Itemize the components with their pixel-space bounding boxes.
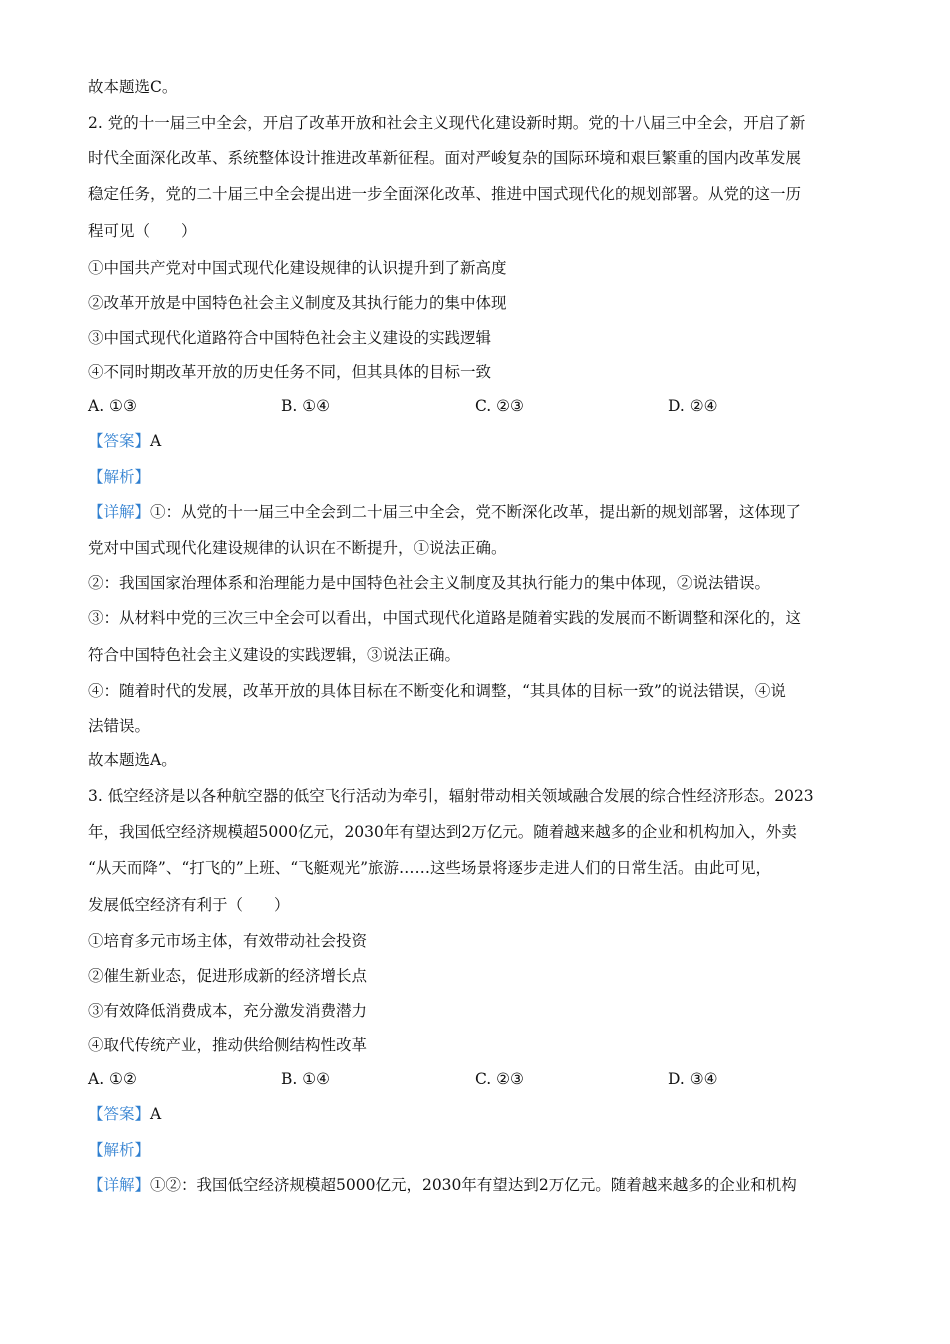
q3-item-2: ②催生新业态，促进形成新的经济增长点 [88, 967, 368, 985]
q2-conclusion: 故本题选A。 [88, 751, 177, 769]
q2-item-3: ③中国式现代化道路符合中国特色社会主义建设的实践逻辑 [88, 329, 492, 347]
q2-option-c: C. ②③ [475, 397, 524, 415]
q2-answer-line [88, 431, 868, 451]
q3-stem-line: 3. 低空经济是以各种航空器的低空飞行活动为牵引，辐射带动相关领域融合发展的综合性经济形态。2023 [88, 787, 814, 805]
detail-label: 【详解】 [88, 503, 151, 521]
q1-conclusion: 故本题选C。 [88, 78, 178, 96]
q2-item-1: ①中国共产党对中国式现代化建设规律的认识提升到了新高度 [88, 259, 507, 277]
q2-detail-line: 法错误。 [88, 717, 151, 735]
q3-option-a: A. ①② [88, 1070, 137, 1088]
q2-stem-line: 稳定任务，党的二十届三中全会提出进一步全面深化改革、推进中国式现代化的规划部署。从党的这一历 [88, 185, 802, 203]
q2-detail-line [88, 502, 868, 522]
q3-stem-line: “从天而降”、“打飞的”上班、“飞艇观光”旅游……这些场景将逐步走进人们的日常生活。由此可见， [88, 859, 772, 877]
detail-text: ①②：我国低空经济规模超5000亿元，2030年有望达到2万亿元。随着越来越多的企业和机构 [150, 1176, 797, 1194]
q2-stem-line: 程可见（ ） [88, 222, 197, 240]
q2-detail-line: ②：我国国家治理体系和治理能力是中国特色社会主义制度及其执行能力的集中体现，②说法错误。 [88, 574, 771, 592]
detail-label: 【详解】 [88, 1176, 151, 1194]
analysis-label: 【解析】 [88, 468, 151, 486]
answer-value: A [150, 1105, 162, 1123]
q3-stem-line: 发展低空经济有利于（ ） [88, 896, 290, 914]
q3-option-b: B. ①④ [281, 1070, 331, 1088]
analysis-label: 【解析】 [88, 1141, 151, 1159]
q3-item-1: ①培育多元市场主体，有效带动社会投资 [88, 932, 368, 950]
q3-stem-line: 年，我国低空经济规模超5000亿元，2030年有望达到2万亿元。随着越来越多的企业和机构加入，外卖 [88, 823, 797, 841]
q3-option-c: C. ②③ [475, 1070, 524, 1088]
q3-answer-line [88, 1104, 868, 1124]
q2-detail-line: ④：随着时代的发展，改革开放的具体目标在不断变化和调整，“其具体的目标一致”的说法错误，④说 [88, 682, 786, 700]
q2-option-d: D. ②④ [668, 397, 718, 415]
q3-detail-line [88, 1175, 868, 1195]
q2-option-b: B. ①④ [281, 397, 331, 415]
q3-item-3: ③有效降低消费成本，充分激发消费潜力 [88, 1002, 368, 1020]
q2-detail-line: 符合中国特色社会主义建设的实践逻辑，③说法正确。 [88, 646, 461, 664]
answer-label: 【答案】 [88, 432, 151, 450]
q3-item-4: ④取代传统产业，推动供给侧结构性改革 [88, 1036, 368, 1054]
q2-detail-line: ③：从材料中党的三次三中全会可以看出，中国式现代化道路是随着实践的发展而不断调整和深化的，这 [88, 609, 802, 627]
answer-label: 【答案】 [88, 1105, 151, 1123]
q2-stem-line: 2. 党的十一届三中全会，开启了改革开放和社会主义现代化建设新时期。党的十八届三中全会，开启了新 [88, 114, 806, 132]
q2-stem-line: 时代全面深化改革、系统整体设计推进改革新征程。面对严峻复杂的国际环境和艰巨繁重的国内改革发展 [88, 149, 802, 167]
answer-value: A [150, 432, 162, 450]
q3-option-d: D. ③④ [668, 1070, 718, 1088]
q2-item-4: ④不同时期改革开放的历史任务不同，但其具体的目标一致 [88, 363, 492, 381]
q2-item-2: ②改革开放是中国特色社会主义制度及其执行能力的集中体现 [88, 294, 507, 312]
detail-text: ①：从党的十一届三中全会到二十届三中全会，党不断深化改革，提出新的规划部署，这体现了 [150, 503, 802, 521]
q2-option-a: A. ①③ [88, 397, 137, 415]
q2-detail-line: 党对中国式现代化建设规律的认识在不断提升，①说法正确。 [88, 539, 507, 557]
